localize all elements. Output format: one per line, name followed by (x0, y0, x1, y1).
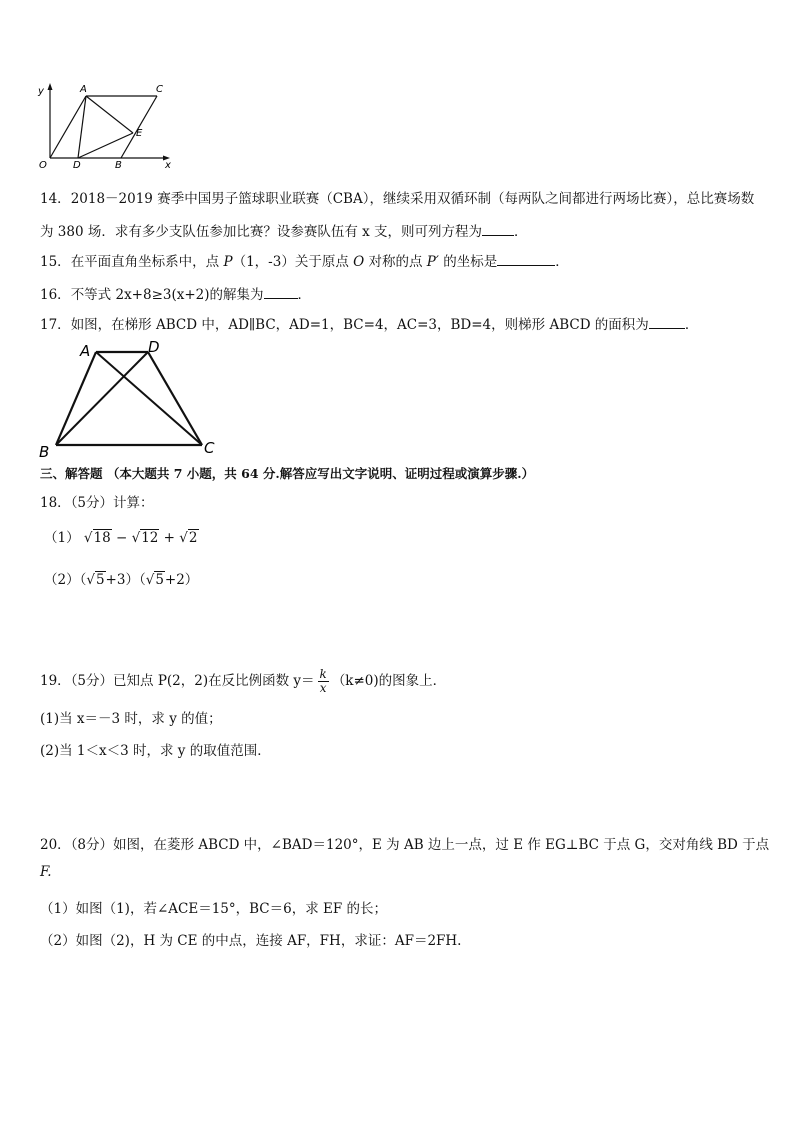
q20-sub1 (40, 897, 387, 917)
label-O: O (39, 160, 47, 171)
q15-answer-blank[interactable] (497, 253, 555, 266)
section3-note: （本大题共 7 小题，共 64 分.解答应写出文字说明、证明过程或演算步骤.） (106, 466, 535, 481)
q18-p1-label: （1） (44, 530, 80, 546)
q15-text-d: 的坐标是 (438, 254, 498, 270)
q15-origin-O: O (353, 254, 365, 270)
q20-text-line2: F. (40, 864, 52, 880)
q18-p2-end: +2） (164, 572, 199, 588)
q18-p2-mid: +3）（ (105, 572, 146, 588)
radicand-5-a: 5 (95, 572, 105, 588)
label-E: E (136, 128, 143, 139)
q20-sub1-text: （1）如图（1)，若∠ACE＝15°，BC＝6，求 EF 的长； (40, 901, 388, 917)
q20-text-line1: （8分）如图，在菱形 ABCD 中，∠BAD＝120°，E 为 AB 边上一点，过 E 作 EG⊥BC 于点 G，交对角线 BD 于点 (70, 837, 770, 853)
q15-number: 15． (40, 254, 71, 270)
section3-title: 三、解答题 (40, 466, 103, 481)
q14-line2 (40, 220, 528, 240)
q17-number: 17． (40, 317, 71, 333)
q18-part2 (44, 568, 198, 588)
q19-sub2 (40, 739, 271, 759)
q20-line2 (40, 864, 52, 880)
q15-text-c: 对称的点 (364, 254, 427, 270)
q18-p2-label: （2）（ (44, 572, 87, 588)
segment-AE (86, 96, 133, 133)
minus-sign: − (111, 530, 132, 546)
segment-AC (96, 352, 202, 445)
q16-text: 不等式 2x+8≥3(x+2)的解集为 (70, 287, 264, 303)
q15-end: ． (555, 254, 569, 270)
q20-sub2 (40, 929, 461, 949)
q19-sub1-text: (1)当 x＝－3 时，求 y 的值； (40, 711, 222, 727)
sqrt-2: √2 (179, 530, 198, 546)
q15-text-b: （1，-3）关于原点 (232, 254, 354, 270)
q14-text-line2: 为 380 场．求有多少支队伍参加比赛？设参赛队伍有 x 支，则可列方程为 (40, 224, 483, 240)
q19-text-a: （5分）已知点 P(2，2)在反比例函数 y＝ (70, 673, 315, 689)
q16 (40, 283, 311, 303)
label-D: D (148, 338, 160, 356)
segment-AB (56, 352, 96, 445)
label-C: C (156, 84, 163, 95)
radicand-2: 2 (188, 530, 198, 546)
q19-head (40, 666, 446, 696)
q18-number: 18． (40, 495, 71, 511)
fraction-numerator: k (319, 667, 327, 681)
sqrt-5-a: √5 (86, 572, 105, 588)
q15-text-a: 在平面直角坐标系中，点 (70, 254, 224, 270)
q15-point-P: P (223, 254, 233, 270)
label-B: B (115, 160, 122, 171)
label-y: y (38, 86, 44, 97)
label-x: x (165, 160, 171, 171)
label-A: A (80, 84, 87, 95)
label-D: D (73, 160, 81, 171)
q16-end: ． (297, 287, 312, 303)
q19-sub2-text: (2)当 1＜x＜3 时，求 y 的取值范围． (40, 743, 271, 759)
segment-OA (50, 96, 86, 158)
q19-sub1 (40, 707, 222, 727)
figure-trapezoid (36, 338, 226, 460)
sqrt-5-b: √5 (145, 572, 164, 588)
q17-text: 如图，在梯形 ABCD 中，AD∥BC，AD=1，BC=4，AC=3，BD=4，则梯形 ABCD 的面积为 (70, 317, 649, 333)
q16-number: 16． (40, 287, 71, 303)
label-B: B (39, 443, 50, 460)
radicand-18: 18 (93, 530, 111, 546)
q15-point-P-prime: P′ (426, 254, 439, 270)
q16-answer-blank[interactable] (264, 286, 298, 299)
sqrt-12: √12 (131, 530, 159, 546)
q14-text-line1: 2018－2019 赛季中国男子篮球职业联赛（CBA），继续采用双循环制（每两队之间都进行两场比赛），总比赛场数 (70, 191, 755, 207)
q19-text-b: （k≠0)的图象上． (331, 673, 447, 689)
q19-number: 19． (40, 673, 71, 689)
q20-line1 (40, 833, 769, 853)
segment-DE (78, 133, 133, 158)
radicand-5-b: 5 (155, 572, 164, 588)
plus-sign: + (159, 530, 180, 546)
y-axis-arrow (48, 83, 53, 90)
q18-part1 (44, 526, 199, 546)
segment-AD (78, 96, 86, 158)
segment-DC (148, 352, 202, 445)
radicand-12: 12 (141, 530, 159, 546)
segment-BD (56, 352, 148, 445)
q20-number: 20． (40, 837, 71, 853)
q14-answer-blank[interactable] (482, 223, 514, 236)
q17-end: ． (684, 317, 699, 333)
q17 (40, 313, 698, 333)
label-A: A (80, 342, 91, 360)
section3-heading (40, 464, 534, 482)
q20-sub2-text: （2）如图（2)，H 为 CE 的中点，连接 AF，FH，求证：AF＝2FH. (40, 933, 462, 949)
q18-head (40, 491, 154, 511)
fraction-k-over-x (318, 668, 329, 695)
segment-CB (121, 96, 157, 158)
q14-number: 14． (40, 191, 71, 207)
q14-end: ． (514, 224, 528, 240)
q15 (40, 250, 569, 270)
sqrt-18: √18 (83, 530, 111, 546)
q18-head-text: （5分）计算： (70, 495, 154, 511)
q14-line1 (40, 187, 754, 207)
fraction-denominator: x (319, 681, 327, 695)
label-C: C (204, 439, 215, 457)
figure-parallelogram (36, 80, 178, 172)
q17-answer-blank[interactable] (649, 316, 685, 329)
